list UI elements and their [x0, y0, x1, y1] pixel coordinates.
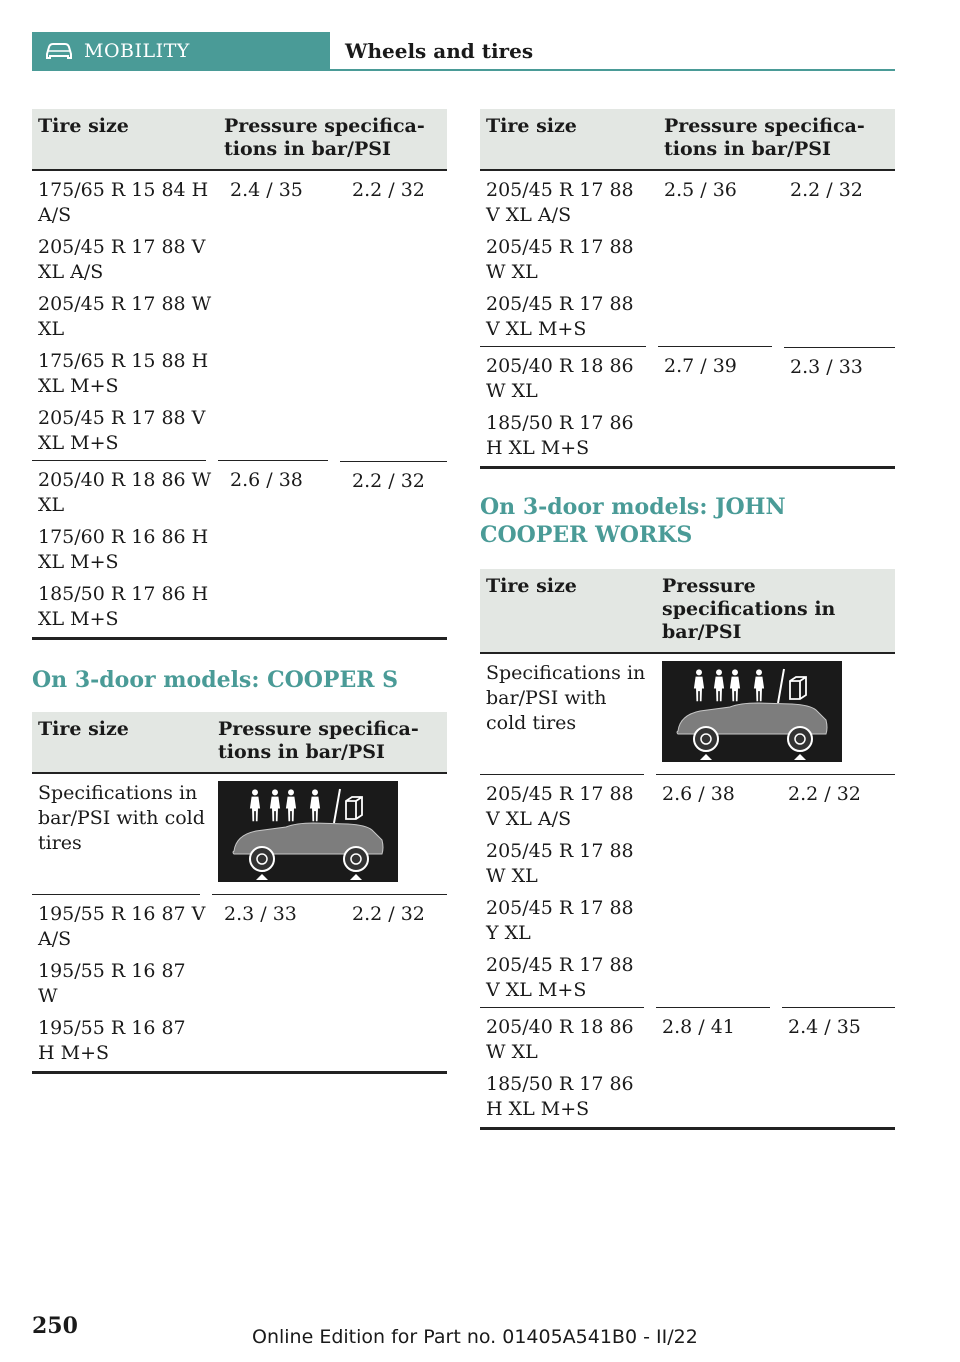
table-row [480, 775, 895, 1008]
edition-footer: Online Edition for Part no. 01405A541B0 - II/22 [252, 1326, 698, 1348]
section-title: Wheels and tires [345, 38, 534, 63]
pressure-rear: 2.3 / 33 [784, 347, 895, 468]
table-row [32, 773, 447, 895]
page-number: 250 [32, 1313, 78, 1339]
column-header-tire-size: Tire size [480, 569, 656, 653]
table-row [480, 653, 895, 775]
column-header-pressure: Pressure specifications in bar/PSI [656, 569, 895, 653]
tire-size-cell: 175/65 R 15 84 H A/S 205/45 R 17 88 V XL A/S 205/45 R 17 88 W XL 175/65 R 15 88 H XL M+S 205/45 R 17 88 V XL M+S [32, 170, 218, 461]
table-row [480, 347, 895, 468]
tire-size-cell: 205/40 R 18 86 W XL 185/50 R 17 86 H XL M+S [480, 347, 658, 468]
left-column [32, 109, 447, 1074]
tire-size-cell: 205/45 R 17 88 V XL A/S 205/45 R 17 88 W XL 205/45 R 17 88 V XL M+S [480, 170, 658, 347]
tire-pressure-table [480, 109, 895, 469]
pressure-front: 2.3 / 33 [212, 895, 340, 1073]
pressure-front: 2.6 / 38 [656, 775, 782, 1008]
tire-pressure-table-jcw [480, 569, 895, 1130]
column-header-pressure: Pressure specifica- tions in bar/PSI [218, 109, 447, 170]
table-row [480, 1008, 895, 1129]
tire-size-cell: 195/55 R 16 87 V A/S 195/55 R 16 87 W 195/55 R 16 87 H M+S [32, 895, 212, 1073]
pressure-rear: 2.2 / 32 [782, 775, 895, 1008]
section-heading-jcw: On 3-door models: JOHN COOPER WORKS [480, 494, 786, 548]
column-header-tire-size: Tire size [32, 109, 218, 170]
spec-label: Specifications in bar/PSI with cold tires [480, 653, 656, 775]
vehicle-load-pictogram [218, 781, 398, 882]
car-icon [44, 42, 74, 60]
page-header [32, 32, 895, 71]
load-pictogram-cell [212, 773, 447, 895]
pressure-front: 2.8 / 41 [656, 1008, 782, 1129]
chapter-label: MOBILITY [84, 39, 190, 62]
table-row [32, 461, 447, 639]
pressure-front: 2.6 / 38 [218, 461, 340, 639]
tire-size-cell: 205/40 R 18 86 W XL 175/60 R 16 86 H XL M+S 185/50 R 17 86 H XL M+S [32, 461, 218, 639]
pressure-front: 2.5 / 36 [658, 170, 784, 347]
column-header-pressure: Pressure specifica- tions in bar/PSI [212, 712, 447, 773]
section-heading-cooper-s: On 3-door models: COOPER S [32, 667, 399, 693]
column-header-pressure: Pressure specifica- tions in bar/PSI [658, 109, 895, 170]
tire-size-cell: 205/40 R 18 86 W XL 185/50 R 17 86 H XL M+S [480, 1008, 656, 1129]
column-header-tire-size: Tire size [480, 109, 658, 170]
pressure-front: 2.7 / 39 [658, 347, 784, 468]
table-row [32, 170, 447, 461]
spec-label: Specifications in bar/PSI with cold tires [32, 773, 212, 895]
pressure-rear: 2.2 / 32 [340, 461, 447, 639]
pressure-rear: 2.4 / 35 [782, 1008, 895, 1129]
pressure-rear: 2.2 / 32 [340, 895, 447, 1073]
tire-pressure-table-cooper-s [32, 712, 447, 1074]
vehicle-load-pictogram [662, 661, 842, 762]
table-row [32, 895, 447, 1073]
right-column [480, 109, 895, 1130]
column-header-tire-size: Tire size [32, 712, 212, 773]
chapter-tab [32, 32, 330, 69]
tire-size-cell: 205/45 R 17 88 V XL A/S 205/45 R 17 88 W XL 205/45 R 17 88 Y XL 205/45 R 17 88 V XL M+S [480, 775, 656, 1008]
pressure-rear: 2.2 / 32 [784, 170, 895, 347]
table-row [480, 170, 895, 347]
pressure-rear: 2.2 / 32 [340, 170, 447, 461]
pressure-front: 2.4 / 35 [218, 170, 340, 461]
tire-pressure-table [32, 109, 447, 640]
load-pictogram-cell [656, 653, 895, 775]
